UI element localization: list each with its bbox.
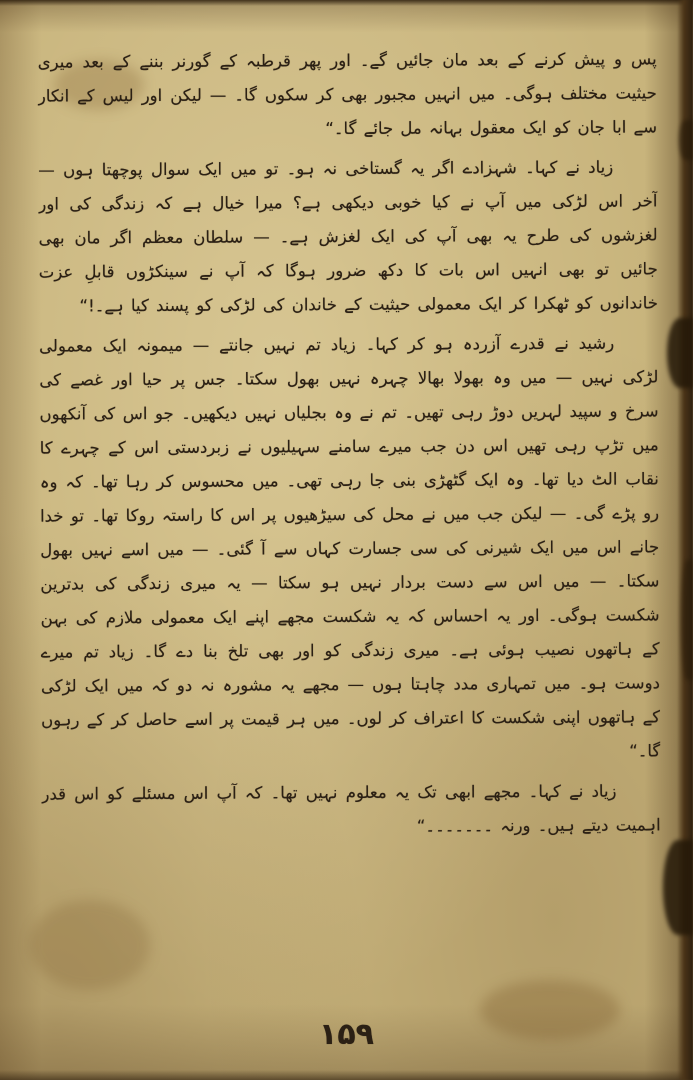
page-text (38, 42, 662, 973)
page-top-edge (0, 0, 693, 6)
page-number: ۱۵۹ (319, 1017, 374, 1052)
binding-blotch (663, 840, 693, 935)
paragraph: پس و پیش کرنے کے بعد مان جائیں گے۔ اور پھر قرطبہ کے گورنر بننے کے بعد میری حیثیت مختلف ہوگی۔ میں انہیں مجبور بھی کر سکوں گا۔ — لیکن اور لیس کے انکار سے ابا جان کو ایک معقول بہانہ مل جائے گا۔“ (37, 49, 658, 139)
binding-blotch (667, 318, 693, 388)
binding-blotch (681, 560, 693, 680)
binding-blotch (679, 120, 693, 160)
paragraph: زیاد نے کہا۔ شہزادے اگر یہ گستاخی نہ ہو۔ تو میں ایک سوال پوچھتا ہوں — آخر اس لڑکی میں آپ نے کیا خوبی دیکھی ہے؟ میرا خیال ہے کہ زندگی کی اور لغزشوں کی طرح یہ بھی آپ کی ایک لغزش ہے۔ — سلطان معظم اگر مان بھی جائیں تو بھی انہیں اس بات کا دکھ ضرور ہوگا کہ آپ نے سینکڑوں قابلِ عزت خاندانوں کو ٹھکرا کر ایک معمولی حیثیت کے خاندان کی لڑکی کو پسند کیا ہے۔!“ (38, 157, 658, 316)
paragraph: زیاد نے کہا۔ مجھے ابھی تک یہ معلوم نہیں تھا۔ کہ آپ اس مسئلے کو اس قدر اہمیت دیتے ہیں۔ ورنہ ۔۔۔۔۔۔۔“ (41, 781, 661, 836)
paragraph: رشید نے قدرے آزردہ ہو کر کہا۔ زیاد تم نہیں جانتے — میمونہ ایک معمولی لڑکی نہیں — میں وہ بھولا بھالا چہرہ نہیں بھول سکتا۔ جس پر حیا اور غصے کی سرخ و سپید لہریں دوڑ رہی تھیں۔ تم نے وہ بجلیاں نہیں دیکھیں۔ جو اس کی آنکھوں میں تڑپ رہی تھیں اس دن جب میرے سامنے سہیلیوں نے زبردستی اس کے چہرے کا نقاب الٹ دیا تھا۔ وہ ایک گٹھڑی بنی جا رہی تھی۔ میں محسوس کر رہا تھا۔ کہ وہ رو پڑے گی۔ — لیکن جب میں نے محل کی سیڑھیوں پر اس کا راستہ روکا تھا۔ تو خدا جانے اس میں ایک شیرنی کی سی جسارت کہاں سے آ گئی۔ — میں اسے نہیں بھول سکتا۔ — میں اس سے دست بردار نہیں ہو سکتا — یہ میری زندگی کی بدترین شکست ہوگی۔ اور یہ احساس کہ یہ شکست مجھے اپنے ایک معمولی ملازم کی بہن کے ہاتھوں نصیب ہوئی ہے۔ میری زندگی کو اور بھی تلخ بنا دے گا۔ زیاد تم میرے دوست ہو۔ میں تمہاری مدد چاہتا ہوں — مجھے یہ مشورہ نہ دو کہ میں ایک لڑکی کے ہاتھوں اپنی شکست کا اعتراف کر لوں۔ میں ہر قیمت پر اسے حاصل کر کے رہوں گا۔“ (39, 333, 661, 761)
page-bottom-edge (0, 1070, 693, 1080)
